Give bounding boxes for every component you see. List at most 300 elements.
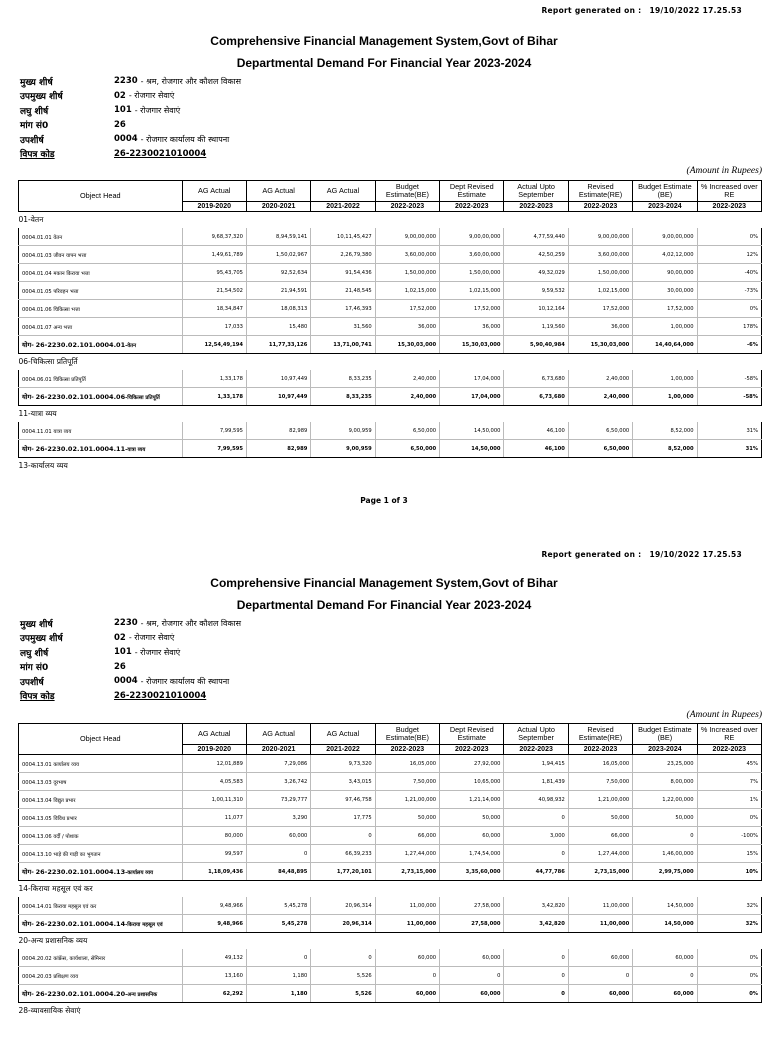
value-cell: 21,54,502 [182,282,246,300]
object-name: प्रशिक्षण व्यय [53,973,79,980]
column-year: 2020-2021 [246,202,310,212]
value-cell: 60,000 [246,827,310,845]
section-row [19,933,762,950]
header-row [20,616,241,631]
value-cell: 1,02,15,000 [440,282,504,300]
value-cell: 9,73,320 [311,755,375,773]
value-cell: 1,27,44,000 [568,845,632,863]
column-year: 2022-2023 [375,202,439,212]
object-code: 0004.13.06 [22,833,52,840]
object-code: 0004.20.02 [22,955,52,962]
subtotal-value: 11,00,000 [375,915,439,933]
value-cell: 8,52,000 [633,422,697,440]
value-cell: 6,50,000 [375,422,439,440]
table-row [19,967,762,985]
value-cell: 4,77,59,440 [504,228,568,246]
object-name: भाड़े की गाड़ी का भुगतान [53,851,101,858]
column-year: 2022-2023 [440,745,504,755]
value-cell: 16,05,000 [375,755,439,773]
value-cell: 40,98,932 [504,791,568,809]
column-year: 2023-2024 [633,745,697,755]
table-row [19,809,762,827]
subtotal-value: 60,000 [375,985,439,1003]
report-title: Comprehensive Financial Management System,Govt of Bihar [210,576,558,590]
subtotal-value: 60,000 [440,985,504,1003]
value-cell: 1,19,560 [504,318,568,336]
table-row [19,246,762,264]
demand-table [18,723,762,1019]
header-code: 26 [114,119,126,130]
section-title: 06-चिकित्सा प्रतिपूर्ति [18,357,78,366]
header-code: 02 [114,90,126,101]
subtotal-value: 1,18,09,436 [182,863,246,881]
value-cell: 1,02,15,000 [568,282,632,300]
subtotal-label: योग- [22,868,34,876]
subtotal-value: 14,50,000 [633,915,697,933]
value-cell: 45% [697,755,761,773]
subtotal-value: 2,40,000 [568,388,632,406]
subtotal-value: 0% [697,985,761,1003]
report-generated: Report generated on : 19/10/2022 17.25.53 [541,550,742,559]
subtotal-head-cell [19,388,183,406]
object-head-cell [19,422,183,440]
header-row [20,674,241,689]
value-cell: 7,29,086 [246,755,310,773]
subtotal-value: 2,99,75,000 [633,863,697,881]
value-cell: 6,73,680 [504,370,568,388]
header-row [20,645,241,660]
subtotal-row [19,915,762,933]
value-cell: 13,160 [182,967,246,985]
report-generated: Report generated on : 19/10/2022 17.25.53 [541,6,742,15]
subtotal-value: 9,48,966 [182,915,246,933]
value-cell: 0 [440,967,504,985]
value-cell: 1,21,00,000 [568,791,632,809]
subtotal-value: 60,000 [568,985,632,1003]
subtotal-row [19,336,762,354]
header-info [20,616,241,703]
value-cell: 1,180 [246,967,310,985]
header-row [20,132,241,147]
value-cell: 11,00,000 [375,897,439,915]
subtotal-label: योग- [22,920,34,928]
object-head-cell [19,845,183,863]
value-cell: 7,50,000 [568,773,632,791]
subtotal-value: 13,71,00,741 [311,336,375,354]
header-code: 26-2230021010004 [114,690,207,701]
value-cell: 3,000 [504,827,568,845]
object-code: 0004.01.04 [22,270,52,277]
subtotal-head-cell [19,985,183,1003]
object-head-cell [19,809,183,827]
value-cell: -73% [697,282,761,300]
value-cell: 5,45,278 [246,897,310,915]
column-year: 2022-2023 [697,745,761,755]
value-cell: 10,65,000 [440,773,504,791]
table-row [19,370,762,388]
subtotal-value: 2,73,15,000 [375,863,439,881]
subtotal-head-cell [19,915,183,933]
subtotal-value: 31% [697,440,761,458]
page-number: Page 1 of 3 [360,496,408,505]
value-cell: 36,000 [568,318,632,336]
object-head-cell [19,228,183,246]
value-cell: 1,74,54,000 [440,845,504,863]
header-code: 101 [114,105,132,116]
report-title: Comprehensive Financial Management System,Govt of Bihar [210,34,558,48]
subtotal-code: 26-2230.02.101.0004.14 [35,920,126,928]
object-code: 0004.14.01 [22,903,52,910]
header-desc: - रोजगार सेवाएं [128,633,175,643]
object-name: विद्युत प्रभार [53,797,76,804]
value-cell: 92,52,634 [246,264,310,282]
value-cell: 50,000 [375,809,439,827]
value-cell: 23,25,000 [633,755,697,773]
object-head-cell [19,755,183,773]
value-cell: 3,290 [246,809,310,827]
subtotal-value: 3,42,820 [504,915,568,933]
table-row [19,791,762,809]
section-row [19,212,762,229]
subtotal-value: 14,50,000 [440,440,504,458]
value-cell: 17,52,000 [633,300,697,318]
value-cell: 1,50,00,000 [375,264,439,282]
column-header: AG Actual [246,724,310,745]
column-year: 2022-2023 [568,202,632,212]
value-cell: 9,59,532 [504,282,568,300]
value-cell: 21,48,545 [311,282,375,300]
amount-note: (Amount in Rupees) [686,166,762,176]
object-head-cell [19,264,183,282]
value-cell: 73,29,777 [246,791,310,809]
value-cell: 1,49,61,789 [182,246,246,264]
object-head-cell [19,791,183,809]
object-name: विविध प्रभार [53,815,77,822]
value-cell: 17,52,000 [375,300,439,318]
value-cell: 0 [633,827,697,845]
header-code: 26 [114,661,126,672]
header-row [20,89,241,104]
value-cell: 66,000 [375,827,439,845]
section-title: 11-यात्रा व्यय [18,409,57,418]
value-cell: 178% [697,318,761,336]
header-code: 101 [114,647,132,658]
column-header: Dept Revised Estimate [440,724,504,745]
subtotal-name: -अन्य प्रशासनिक [125,992,158,998]
header-row [20,118,241,133]
object-head-cell [19,318,183,336]
value-cell: 36,000 [375,318,439,336]
object-code: 0004.01.07 [22,324,52,331]
value-cell: 32% [697,897,761,915]
value-cell: 21,94,591 [246,282,310,300]
value-cell: 1,50,00,000 [440,264,504,282]
column-object-head: Object Head [19,724,183,755]
value-cell: 9,48,966 [182,897,246,915]
subtotal-value: 20,96,314 [311,915,375,933]
object-head-cell [19,370,183,388]
subtotal-value: 6,73,680 [504,388,568,406]
value-cell: 11,077 [182,809,246,827]
subtotal-value: 9,00,959 [311,440,375,458]
value-cell: 60,000 [633,949,697,967]
value-cell: 49,32,029 [504,264,568,282]
column-header: Budget Estimate(BE) [375,724,439,745]
value-cell: 16,05,000 [568,755,632,773]
subtotal-name: -कार्यालय व्यय [125,870,154,876]
value-cell: 31,560 [311,318,375,336]
object-head-cell [19,773,183,791]
header-code: 2230 [114,618,138,629]
value-cell: 3,42,820 [504,897,568,915]
section-row [19,881,762,898]
object-code: 0004.13.04 [22,797,52,804]
object-code: 0004.13.10 [22,851,52,858]
value-cell: 60,000 [440,949,504,967]
value-cell: 17,04,000 [440,370,504,388]
object-name: चिकित्सा प्रतिपूर्ति [53,376,86,383]
column-header: % Increased over RE [697,724,761,745]
subtotal-name: -किराया महसूल एवं [125,922,163,928]
value-cell: 0% [697,809,761,827]
subtotal-value: 3,35,60,000 [440,863,504,881]
subtotal-value: 46,100 [504,440,568,458]
value-cell: 36,000 [440,318,504,336]
value-cell: 90,00,000 [633,264,697,282]
object-head-cell [19,246,183,264]
column-year: 2021-2022 [311,745,375,755]
column-header: AG Actual [182,724,246,745]
table-row [19,318,762,336]
value-cell: 10,11,45,427 [311,228,375,246]
header-row [20,660,241,675]
subtotal-code: 26-2230.02.101.0004.11 [35,445,126,453]
value-cell: 1,81,439 [504,773,568,791]
subtotal-value: 11,00,000 [568,915,632,933]
object-name: चिकित्सा भत्ता [53,306,80,313]
column-header: Actual Upto September [504,724,568,745]
value-cell: 97,46,758 [311,791,375,809]
subtotal-value: 5,526 [311,985,375,1003]
subtotal-row [19,863,762,881]
demand-table [18,180,762,474]
subtotal-code: 26-2230.02.101.0004.06 [35,393,126,401]
value-cell: 0 [504,967,568,985]
value-cell: 50,000 [568,809,632,827]
subtotal-name: -वेतन [125,343,136,349]
value-cell: 1,21,00,000 [375,791,439,809]
subtotal-value: 8,52,000 [633,440,697,458]
subtotal-label: योग- [22,990,34,998]
value-cell: 15,480 [246,318,310,336]
value-cell: 95,43,705 [182,264,246,282]
value-cell: 14,50,000 [633,897,697,915]
table-row [19,228,762,246]
value-cell: 8,00,000 [633,773,697,791]
column-header: Dept Revised Estimate [440,181,504,202]
object-code: 0004.01.01 [22,234,52,241]
section-title: 14-किराया महसूल एवं कर [18,884,93,893]
subtotal-value: -58% [697,388,761,406]
subtotal-row [19,388,762,406]
value-cell: -40% [697,264,761,282]
table-row [19,282,762,300]
value-cell: 5,526 [311,967,375,985]
object-head-cell [19,897,183,915]
header-code: 0004 [114,134,138,145]
column-year: 2021-2022 [311,202,375,212]
header-row [20,74,241,89]
table-row [19,264,762,282]
value-cell: 80,000 [182,827,246,845]
object-name: कार्यालय व्यय [53,761,80,768]
column-header: Revised Estimate(RE) [568,724,632,745]
value-cell: 7,99,595 [182,422,246,440]
subtotal-name: -यात्रा व्यय [125,447,146,453]
value-cell: 3,60,00,000 [568,246,632,264]
value-cell: 0 [311,827,375,845]
subtotal-value: 1,77,20,101 [311,863,375,881]
value-cell: 0 [633,967,697,985]
subtotal-value: 15,30,03,000 [568,336,632,354]
value-cell: 9,00,00,000 [568,228,632,246]
value-cell: 0% [697,228,761,246]
column-year: 2022-2023 [504,745,568,755]
subtotal-value: 11,77,33,126 [246,336,310,354]
column-header: AG Actual [311,724,375,745]
value-cell: 17,52,000 [568,300,632,318]
subtotal-code: 26-2230.02.101.0004.20 [35,990,126,998]
column-header: Budget Estimate (BE) [633,724,697,745]
report-subtitle: Departmental Demand For Financial Year 2023-2024 [236,56,532,70]
header-desc: - रोजगार कार्यालय की स्थापना [140,134,230,144]
amount-note: (Amount in Rupees) [686,710,762,720]
subtotal-value: 17,04,000 [440,388,504,406]
value-cell: 0 [246,949,310,967]
section-title: 28-व्यावसायिक सेवाएं [18,1006,81,1015]
subtotal-value: 15,30,03,000 [440,336,504,354]
header-code: 02 [114,632,126,643]
column-year: 2023-2024 [633,202,697,212]
subtotal-value: 1,180 [246,985,310,1003]
value-cell: 9,00,00,000 [375,228,439,246]
value-cell: 10,97,449 [246,370,310,388]
subtotal-value: 82,989 [246,440,310,458]
value-cell: 1,33,178 [182,370,246,388]
value-cell: 1,00,000 [633,370,697,388]
column-year: 2022-2023 [375,745,439,755]
object-code: 0004.13.01 [22,761,52,768]
value-cell: 0% [697,300,761,318]
value-cell: 0 [568,967,632,985]
header-label: विपत्र कोड [20,692,55,703]
value-cell: 6,50,000 [568,422,632,440]
value-cell: 1,94,415 [504,755,568,773]
subtotal-value: 60,000 [633,985,697,1003]
value-cell: 3,26,742 [246,773,310,791]
subtotal-value: 84,48,895 [246,863,310,881]
header-label: मांग सं0 [20,121,49,132]
subtotal-row [19,440,762,458]
object-code: 0004.20.03 [22,973,52,980]
object-code: 0004.11.01 [22,428,52,435]
value-cell: 12% [697,246,761,264]
object-code: 0004.01.05 [22,288,52,295]
column-object-head: Object Head [19,181,183,212]
object-head-cell [19,282,183,300]
object-name: कांफ्रेंस, कार्यशाला, सेमिनार [53,955,106,962]
value-cell: 60,000 [568,949,632,967]
header-label: मुख्य शीर्ष [20,619,53,630]
value-cell: 9,00,00,000 [440,228,504,246]
subtotal-label: योग- [22,393,34,401]
header-row [20,103,241,118]
value-cell: 49,132 [182,949,246,967]
value-cell: 9,00,00,000 [633,228,697,246]
object-name: वेतन [53,234,63,241]
value-cell: 14,50,000 [440,422,504,440]
header-row [20,147,241,162]
table-row [19,773,762,791]
subtotal-value: 0 [504,985,568,1003]
subtotal-value: -6% [697,336,761,354]
value-cell: 3,60,00,000 [375,246,439,264]
value-cell: 27,92,000 [440,755,504,773]
value-cell: 1% [697,791,761,809]
section-title: 13-कार्यालय व्यय [18,461,68,470]
object-code: 0004.13.03 [22,779,52,786]
value-cell: 0% [697,949,761,967]
value-cell: 60,000 [375,949,439,967]
value-cell: 3,43,015 [311,773,375,791]
value-cell: 10,12,164 [504,300,568,318]
object-code: 0004.01.03 [22,252,52,259]
object-name: अन्य भत्ता [53,324,73,331]
header-desc: - रोजगार सेवाएं [134,105,181,115]
subtotal-value: 2,73,15,000 [568,863,632,881]
subtotal-value: 1,33,178 [182,388,246,406]
value-cell: 7,50,000 [375,773,439,791]
value-cell: 20,96,314 [311,897,375,915]
object-name: किराया महसूल एवं कर [53,903,97,910]
column-year: 2019-2020 [182,745,246,755]
column-year: 2022-2023 [440,202,504,212]
object-name: जीवन यापन भत्ता [53,252,87,259]
header-label: मांग सं0 [20,663,49,674]
object-head-cell [19,300,183,318]
object-head-cell [19,827,183,845]
value-cell: 8,94,59,141 [246,228,310,246]
column-year: 2020-2021 [246,745,310,755]
value-cell: 17,52,000 [440,300,504,318]
subtotal-row [19,985,762,1003]
report-page-2 [0,550,768,1042]
subtotal-value: 15,30,03,000 [375,336,439,354]
value-cell: 27,58,000 [440,897,504,915]
table-row [19,949,762,967]
report-subtitle: Departmental Demand For Financial Year 2023-2024 [236,598,532,612]
header-desc: - रोजगार सेवाएं [134,647,181,657]
column-header: AG Actual [246,181,310,202]
value-cell: 66,39,233 [311,845,375,863]
value-cell: 4,05,583 [182,773,246,791]
object-head-cell [19,967,183,985]
column-header: AG Actual [182,181,246,202]
value-cell: 60,000 [440,827,504,845]
value-cell: 1,46,00,000 [633,845,697,863]
subtotal-head-cell [19,440,183,458]
subtotal-value: 7,99,595 [182,440,246,458]
